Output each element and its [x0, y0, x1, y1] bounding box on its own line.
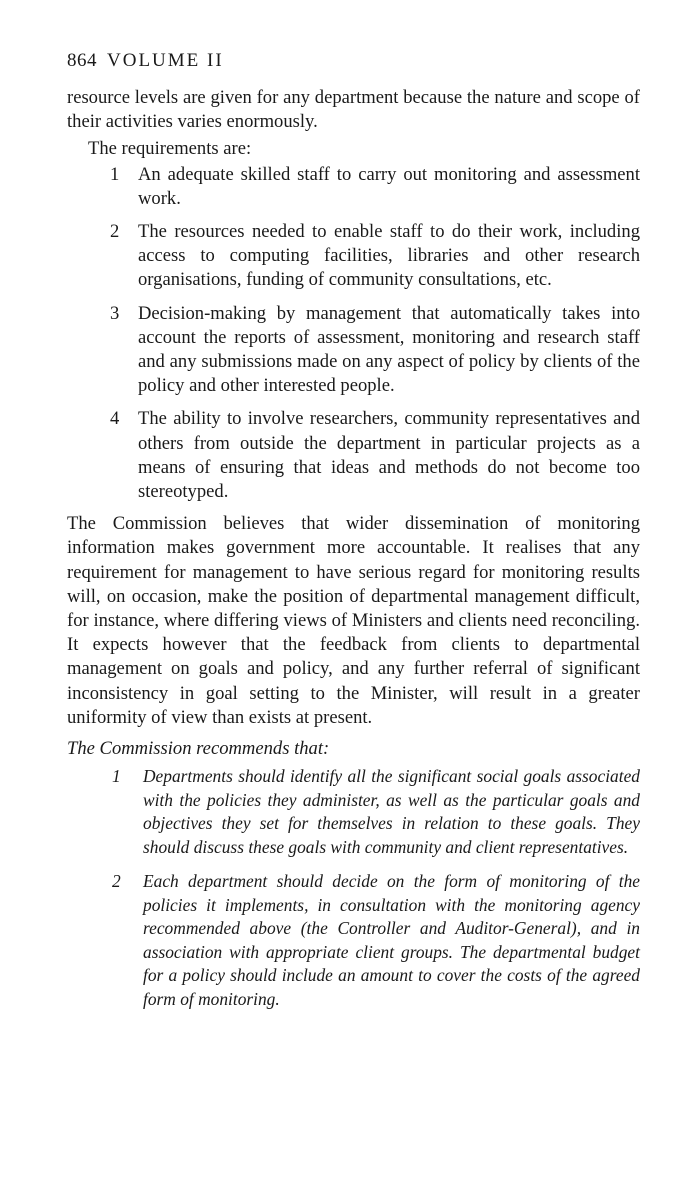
- requirement-text: The resources needed to enable staff to do their work, including access to computing facilities, libraries and other research organisations, funding of community consultations, etc.: [138, 221, 640, 291]
- requirement-item: [67, 163, 640, 211]
- volume-label: VOLUME II: [107, 50, 224, 71]
- requirement-item: [67, 302, 640, 399]
- recommendation-item: [67, 765, 640, 859]
- requirement-item: [67, 220, 640, 293]
- requirement-number: 3: [110, 302, 120, 324]
- document-page: [67, 48, 640, 1022]
- requirement-number: 4: [110, 408, 120, 430]
- requirement-text: An adequate skilled staff to carry out monitoring and assessment work.: [138, 163, 640, 209]
- recommendation-item: [67, 870, 640, 1011]
- requirement-number: 1: [110, 163, 120, 185]
- recommendation-number: 2: [112, 871, 121, 892]
- recommendations-list: [67, 765, 640, 1011]
- requirement-text: The ability to involve researchers, community representatives and others from outside the department in particular projects as a means of ensuring that ideas and methods do not become too stereotyped.: [138, 408, 640, 503]
- recommendation-number: 1: [112, 766, 121, 787]
- page-number: 864: [67, 50, 97, 71]
- requirement-text: Decision-making by management that automatically takes into account the reports of assessment, monitoring and research staff and any submissions made on any aspect of policy by clients of the policy and other interested people.: [138, 302, 640, 397]
- requirement-item: [67, 407, 640, 504]
- requirements-intro: The requirements are:: [88, 138, 252, 160]
- requirements-list: [67, 163, 640, 505]
- recommendation-text: Departments should identify all the significant social goals associated with the policies they administer, as well as the particular goals and objectives they set for themselves in relation to these goals. They should discuss these goals with community and client representatives.: [143, 766, 640, 857]
- running-head: [67, 48, 640, 74]
- recommendations-intro: The Commission recommends that:: [67, 738, 330, 760]
- requirement-number: 2: [110, 221, 120, 243]
- intro-continuation: resource levels are given for any department because the nature and scope of their activities varies enormously.: [67, 87, 640, 133]
- commission-paragraph: The Commission believes that wider dissemination of monitoring information makes government more accountable. It realises that any requirement for management to have serious regard for monitoring results will, on occasion, make the position of departmental management difficult, for instance, where differing views of Ministers and clients need reconciling. It expects however that the feedback from clients to departmental management on goals and policy, and any further referral of significant inconsistency in goal setting to the Minister, will result in a greater uniformity of view than exists at present.: [67, 513, 640, 728]
- recommendation-text: Each department should decide on the form of monitoring of the policies it implements, in consultation with the monitoring agency recommended above (the Controller and Auditor-General), and in association with appropriate client groups. The departmental budget for a policy should include an amount to cover the costs of the agreed form of monitoring.: [143, 871, 640, 1009]
